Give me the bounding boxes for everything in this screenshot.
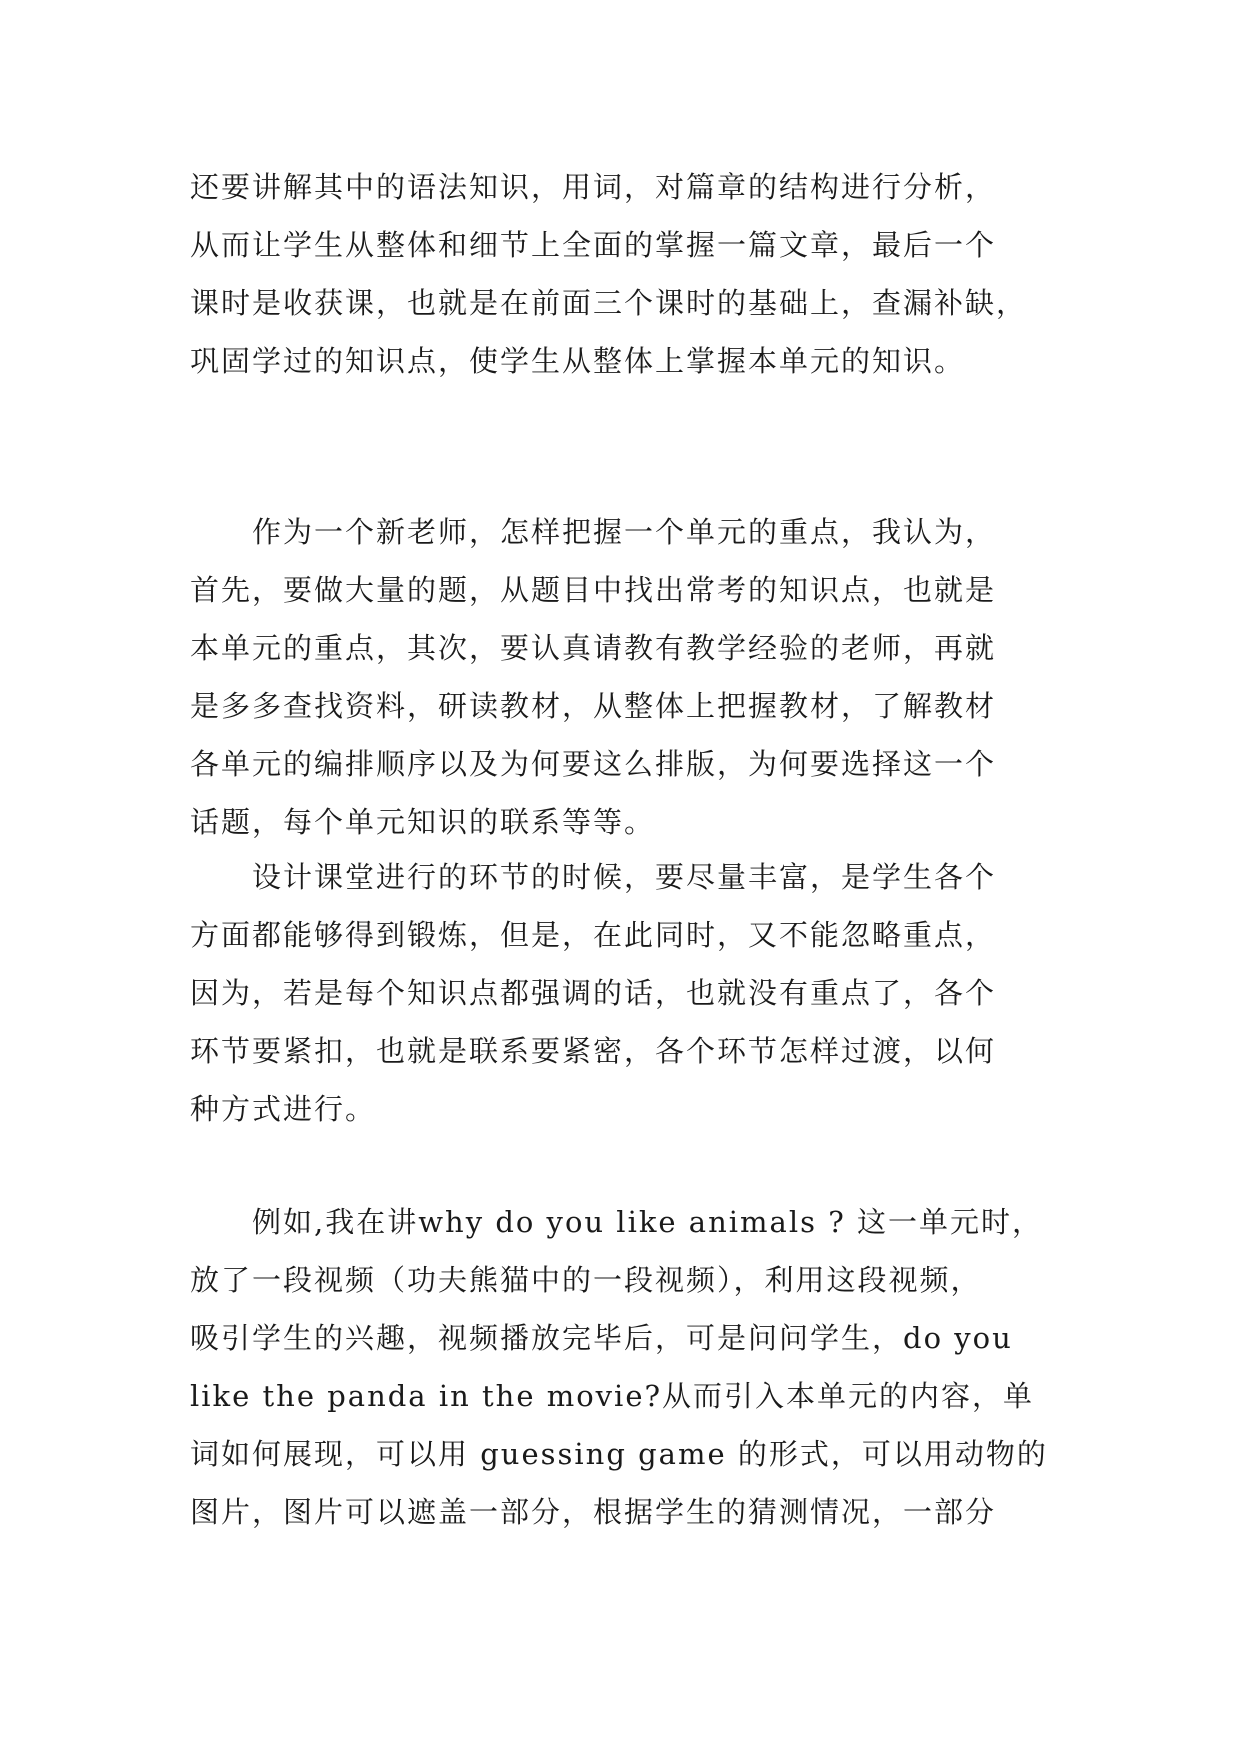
text-line: 巩固学过的知识点，使学生从整体上掌握本单元的知识。 (190, 344, 966, 378)
text-line: 图片，图片可以遮盖一部分，根据学生的猜测情况，一部分 (190, 1495, 997, 1529)
text-line: 方面都能够得到锻炼，但是，在此同时，又不能忽略重点， (190, 918, 997, 952)
text-line: 词如何展现，可以用 guessing game 的形式，可以用动物的 (190, 1437, 1048, 1471)
text-line: 从而让学生从整体和细节上全面的掌握一篇文章，最后一个 (190, 228, 997, 262)
text-line: like the panda in the movie?从而引入本单元的内容，单 (190, 1379, 1035, 1413)
text-line: 话题，每个单元知识的联系等等。 (190, 805, 656, 839)
text-line: 吸引学生的兴趣，视频播放完毕后，可是问问学生，do you (190, 1321, 1013, 1355)
text-line: 是多多查找资料，研读教材，从整体上把握教材，了解教材 (190, 689, 997, 723)
text-line: 环节要紧扣，也就是联系要紧密，各个环节怎样过渡，以何 (190, 1034, 997, 1068)
text-line: 首先，要做大量的题，从题目中找出常考的知识点，也就是 (190, 573, 997, 607)
text-line: 设计课堂进行的环节的时候，要尽量丰富，是学生各个 (190, 860, 997, 894)
text-line: 例如,我在讲why do you like animals ? 这一单元时， (190, 1205, 1043, 1239)
paragraph-4 (190, 1193, 1060, 1541)
text-line: 作为一个新老师，怎样把握一个单元的重点，我认为， (190, 515, 997, 549)
text-line: 本单元的重点，其次，要认真请教有教学经验的老师，再就 (190, 631, 997, 665)
paragraph-2 (190, 503, 1060, 851)
text-line: 因为，若是每个知识点都强调的话，也就没有重点了，各个 (190, 976, 997, 1010)
text-line: 放了一段视频（功夫熊猫中的一段视频），利用这段视频， (190, 1263, 982, 1297)
paragraph-1 (190, 158, 1060, 390)
paragraph-3 (190, 848, 1060, 1138)
text-line: 还要讲解其中的语法知识，用词，对篇章的结构进行分析， (190, 170, 997, 204)
text-line: 各单元的编排顺序以及为何要这么排版，为何要选择这一个 (190, 747, 997, 781)
text-line: 课时是收获课，也就是在前面三个课时的基础上，查漏补缺， (190, 286, 1028, 320)
text-line: 种方式进行。 (190, 1092, 377, 1126)
